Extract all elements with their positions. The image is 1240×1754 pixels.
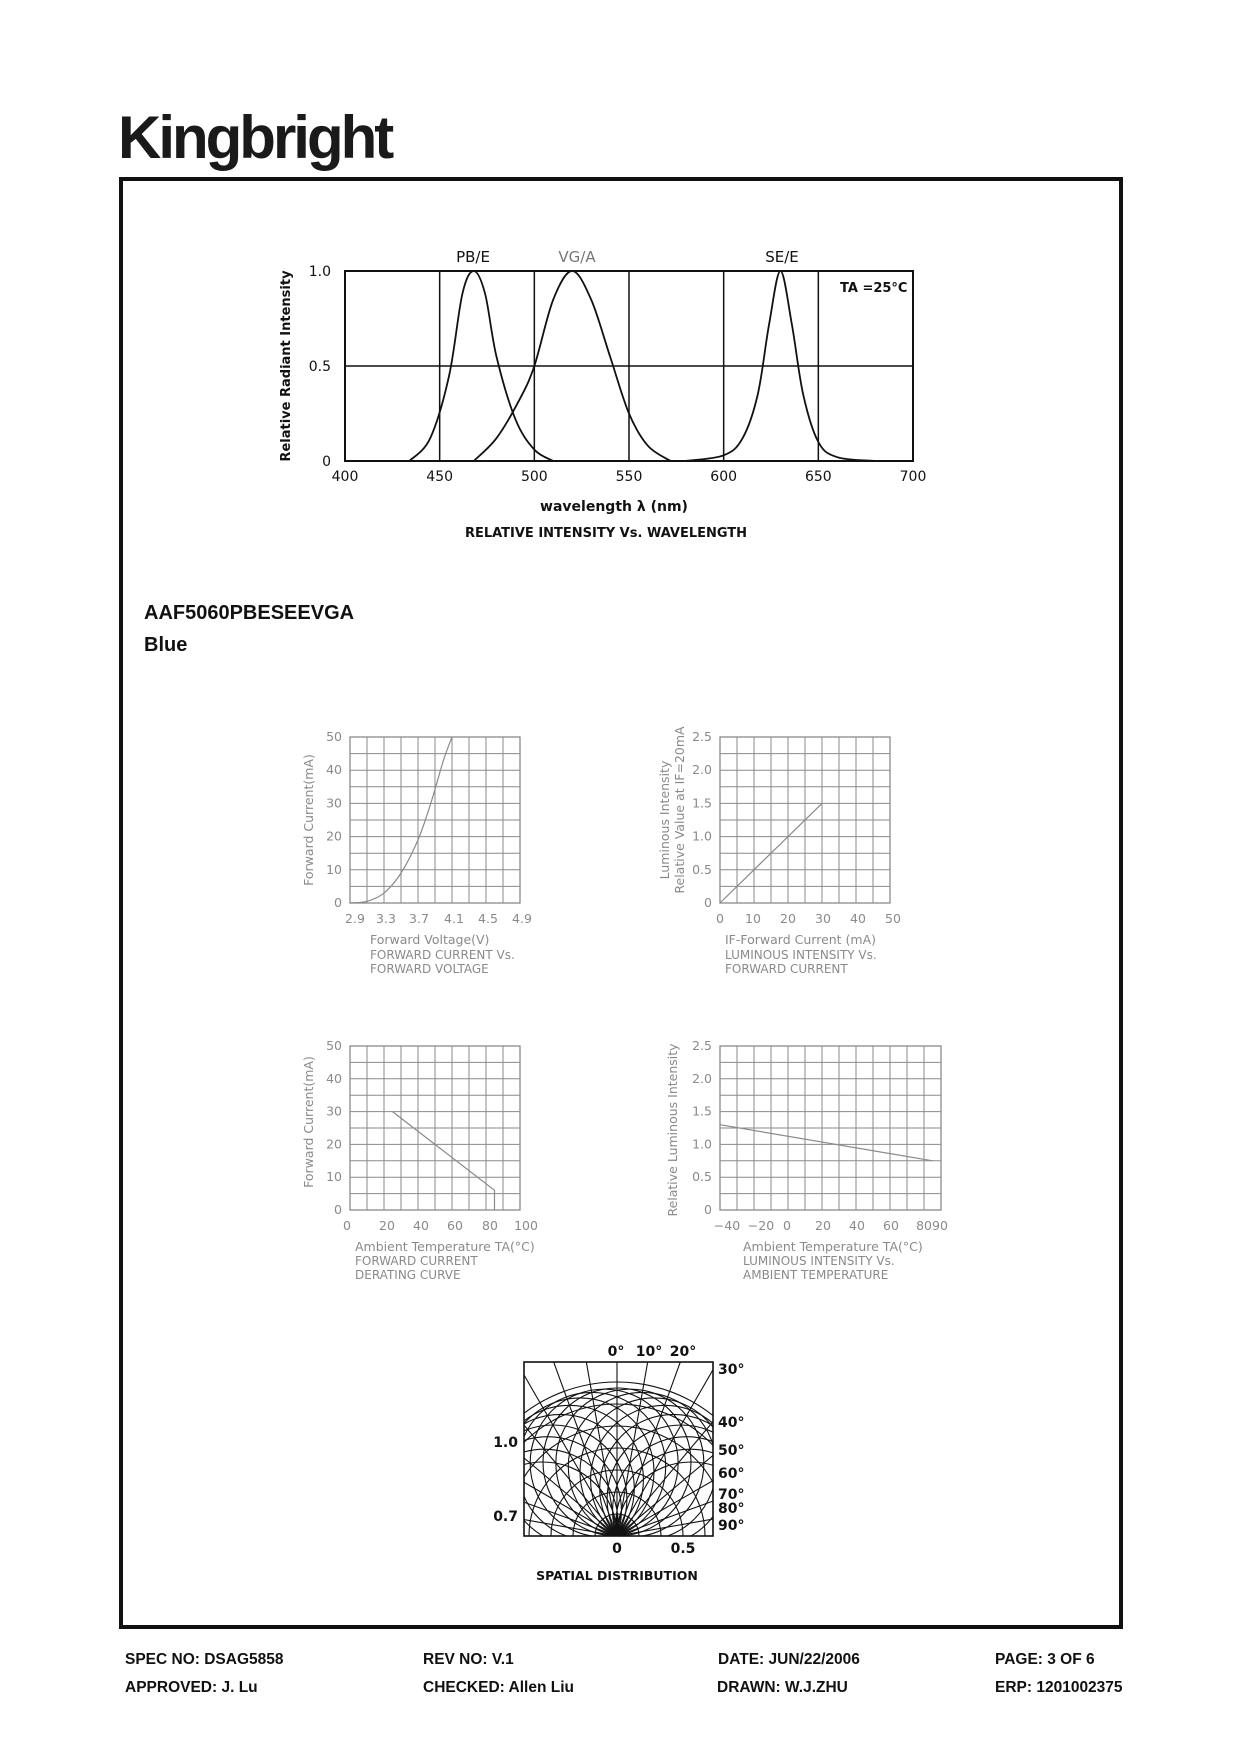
iv-ta-y-axis-label: Relative Luminous Intensity — [665, 1043, 680, 1217]
iv-ta-y-tick-label: 1.0 — [692, 1136, 712, 1152]
wavelength-x-tick-label: 700 — [899, 469, 927, 485]
iv-if-y-tick-label: 0 — [704, 895, 712, 910]
polar-chart-title: SPATIAL DISTRIBUTION — [536, 1568, 698, 1583]
derating-y-tick-label: 30 — [326, 1103, 342, 1119]
iv-ta-x-tick-label: 0 — [783, 1218, 791, 1233]
iv-if-y-tick-label: 2.0 — [692, 762, 712, 778]
polar-angle-label: 60° — [718, 1466, 745, 1482]
derating-y-axis-label: Forward Current(mA) — [301, 1056, 316, 1188]
wavelength-x-tick-label: 600 — [710, 469, 738, 485]
series-label: SE/E — [765, 248, 799, 266]
iv-if-y-tick-label: 1.0 — [692, 828, 712, 844]
if-vf-x-tick-label: 2.9 — [345, 911, 365, 926]
derating-chart-title: DERATING CURVE — [355, 1268, 461, 1282]
iv-ta-chart-title: AMBIENT TEMPERATURE — [743, 1268, 889, 1282]
series-label: VG/A — [558, 248, 596, 266]
polar-angle-label: 90° — [718, 1518, 745, 1534]
if-vf-x-tick-label: 4.5 — [478, 911, 498, 926]
iv-ta-y-tick-label: 2.5 — [692, 1038, 712, 1053]
wavelength-x-tick-label: 450 — [426, 469, 454, 485]
polar-bottom-label: 0 — [612, 1541, 622, 1557]
iv-ta-curve — [720, 1125, 933, 1161]
iv-if-y-tick-label: 0.5 — [692, 861, 712, 877]
iv-ta-x-tick-label: 20 — [815, 1218, 831, 1233]
iv-if-y-axis-label: Luminous Intensity — [657, 760, 672, 880]
wavelength-y-tick-label: 0 — [322, 454, 331, 470]
derating-y-tick-label: 10 — [326, 1169, 342, 1185]
if-vf-chart-title: FORWARD VOLTAGE — [370, 962, 489, 976]
if-vf-x-tick-label: 4.9 — [512, 911, 532, 926]
footer-page: PAGE: 3 OF 6 — [995, 1651, 1095, 1668]
iv-if-x-tick-label: 50 — [885, 911, 901, 926]
polar-angle-label: 70° — [718, 1487, 745, 1503]
series-label: PB/E — [456, 248, 490, 266]
derating-x-tick-label: 0 — [343, 1218, 351, 1233]
wavelength-y-axis-label: Relative Radiant Intensity — [279, 270, 294, 462]
footer-approved: APPROVED: J. Lu — [125, 1679, 258, 1696]
iv-if-x-tick-label: 10 — [745, 911, 761, 926]
polar-bottom-label: 0.5 — [670, 1541, 696, 1557]
footer-checked: CHECKED: Allen Liu — [423, 1679, 574, 1696]
polar-angle-label: 30° — [718, 1362, 745, 1378]
wavelength-x-tick-label: 650 — [804, 469, 832, 485]
wavelength-x-tick-label: 400 — [331, 469, 359, 485]
iv-if-chart-title: FORWARD CURRENT — [725, 962, 848, 976]
iv-ta-chart-title: LUMINOUS INTENSITY Vs. — [743, 1254, 895, 1268]
footer-rev-no: REV NO: V.1 — [423, 1651, 514, 1668]
derating-y-tick-label: 50 — [326, 1038, 342, 1053]
iv-if-x-tick-label: 20 — [780, 911, 796, 926]
iv-if-x-tick-label: 40 — [850, 911, 866, 926]
if-vf-y-tick-label: 40 — [326, 762, 342, 778]
iv-ta-y-tick-label: 0 — [704, 1202, 712, 1217]
polar-grid-lines — [357, 1276, 877, 1690]
iv-ta-x-tick-label: −20 — [747, 1218, 775, 1233]
if-vf-y-tick-label: 30 — [326, 795, 342, 811]
wavelength-x-axis-label: wavelength λ (nm) — [540, 499, 688, 515]
polar-grid — [357, 1276, 877, 1690]
iv-ta-y-tick-label: 0.5 — [692, 1169, 712, 1185]
derating-x-tick-label: 40 — [413, 1218, 429, 1233]
wavelength-x-tick-label: 550 — [615, 469, 643, 485]
footer-date: DATE: JUN/22/2006 — [718, 1651, 860, 1668]
iv-if-y-tick-label: 1.5 — [692, 795, 712, 811]
if-vf-x-tick-label: 3.7 — [409, 911, 429, 926]
temperature-annotation: TA =25°C — [840, 281, 908, 296]
iv-if-chart-title: LUMINOUS INTENSITY Vs. — [725, 948, 877, 962]
iv-ta-x-tick-label: 40 — [849, 1218, 865, 1233]
derating-x-tick-label: 20 — [379, 1218, 395, 1233]
if-vf-chart-title: FORWARD CURRENT Vs. — [370, 948, 515, 962]
brand-logo: Kingbright — [118, 104, 392, 171]
polar-angle-label: 10° — [635, 1344, 663, 1360]
derating-x-tick-label: 80 — [482, 1218, 498, 1233]
footer-erp: ERP: 1201002375 — [995, 1679, 1123, 1696]
if-vf-y-tick-label: 10 — [326, 861, 342, 877]
polar-angle-label: 0° — [607, 1344, 625, 1360]
polar-angle-label: 50° — [718, 1443, 745, 1459]
derating-x-tick-label: 60 — [447, 1218, 463, 1233]
if-vf-y-axis-label: Forward Current(mA) — [301, 754, 316, 886]
derating-y-tick-label: 0 — [334, 1202, 342, 1217]
footer-spec-no: SPEC NO: DSAG5858 — [125, 1651, 284, 1668]
derating-y-tick-label: 20 — [326, 1136, 342, 1152]
derating-chart-title: FORWARD CURRENT — [355, 1254, 478, 1268]
if-vf-y-tick-label: 0 — [334, 895, 342, 910]
derating-x-tick-label: 100 — [514, 1218, 538, 1233]
iv-ta-x-axis-label: Ambient Temperature TA(°C) — [743, 1239, 923, 1254]
derating-x-axis-label: Ambient Temperature TA(°C) — [355, 1239, 535, 1254]
emitting-color: Blue — [144, 634, 188, 656]
part-number: AAF5060PBESEEVGA — [144, 602, 355, 624]
if-vf-y-tick-label: 20 — [326, 828, 342, 844]
iv-if-x-tick-label: 30 — [815, 911, 831, 926]
iv-ta-y-tick-label: 1.5 — [692, 1103, 712, 1119]
polar-radius-label: 1.0 — [493, 1435, 518, 1451]
iv-ta-x-tick-label: −40 — [713, 1218, 741, 1233]
iv-if-y-tick-label: 2.5 — [692, 729, 712, 744]
polar-angle-label: 20° — [669, 1344, 697, 1360]
iv-if-x-axis-label: IF-Forward Current (mA) — [725, 932, 877, 947]
iv-if-y-axis-label: Relative Value at IF=20mA — [672, 726, 687, 894]
iv-if-x-tick-label: 0 — [716, 911, 724, 926]
wavelength-chart-title: RELATIVE INTENSITY Vs. WAVELENGTH — [464, 526, 748, 541]
footer-drawn: DRAWN: W.J.ZHU — [717, 1679, 848, 1696]
if-vf-x-axis-label: Forward Voltage(V) — [370, 932, 490, 947]
if-vf-x-tick-label: 3.3 — [376, 911, 396, 926]
iv-ta-x-tick-label: 60 — [883, 1218, 899, 1233]
wavelength-y-tick-label: 1.0 — [308, 264, 331, 280]
polar-angle-label: 80° — [718, 1501, 745, 1517]
iv-ta-y-tick-label: 2.0 — [692, 1070, 712, 1086]
iv-ta-x-tick-label: 8090 — [916, 1218, 948, 1233]
wavelength-y-tick-label: 0.5 — [308, 359, 331, 375]
polar-radius-label: 0.7 — [493, 1509, 518, 1525]
if-vf-y-tick-label: 50 — [326, 729, 342, 744]
if-vf-x-tick-label: 4.1 — [444, 911, 464, 926]
wavelength-x-tick-label: 500 — [520, 469, 548, 485]
polar-angle-label: 40° — [718, 1415, 745, 1431]
derating-y-tick-label: 40 — [326, 1070, 342, 1086]
